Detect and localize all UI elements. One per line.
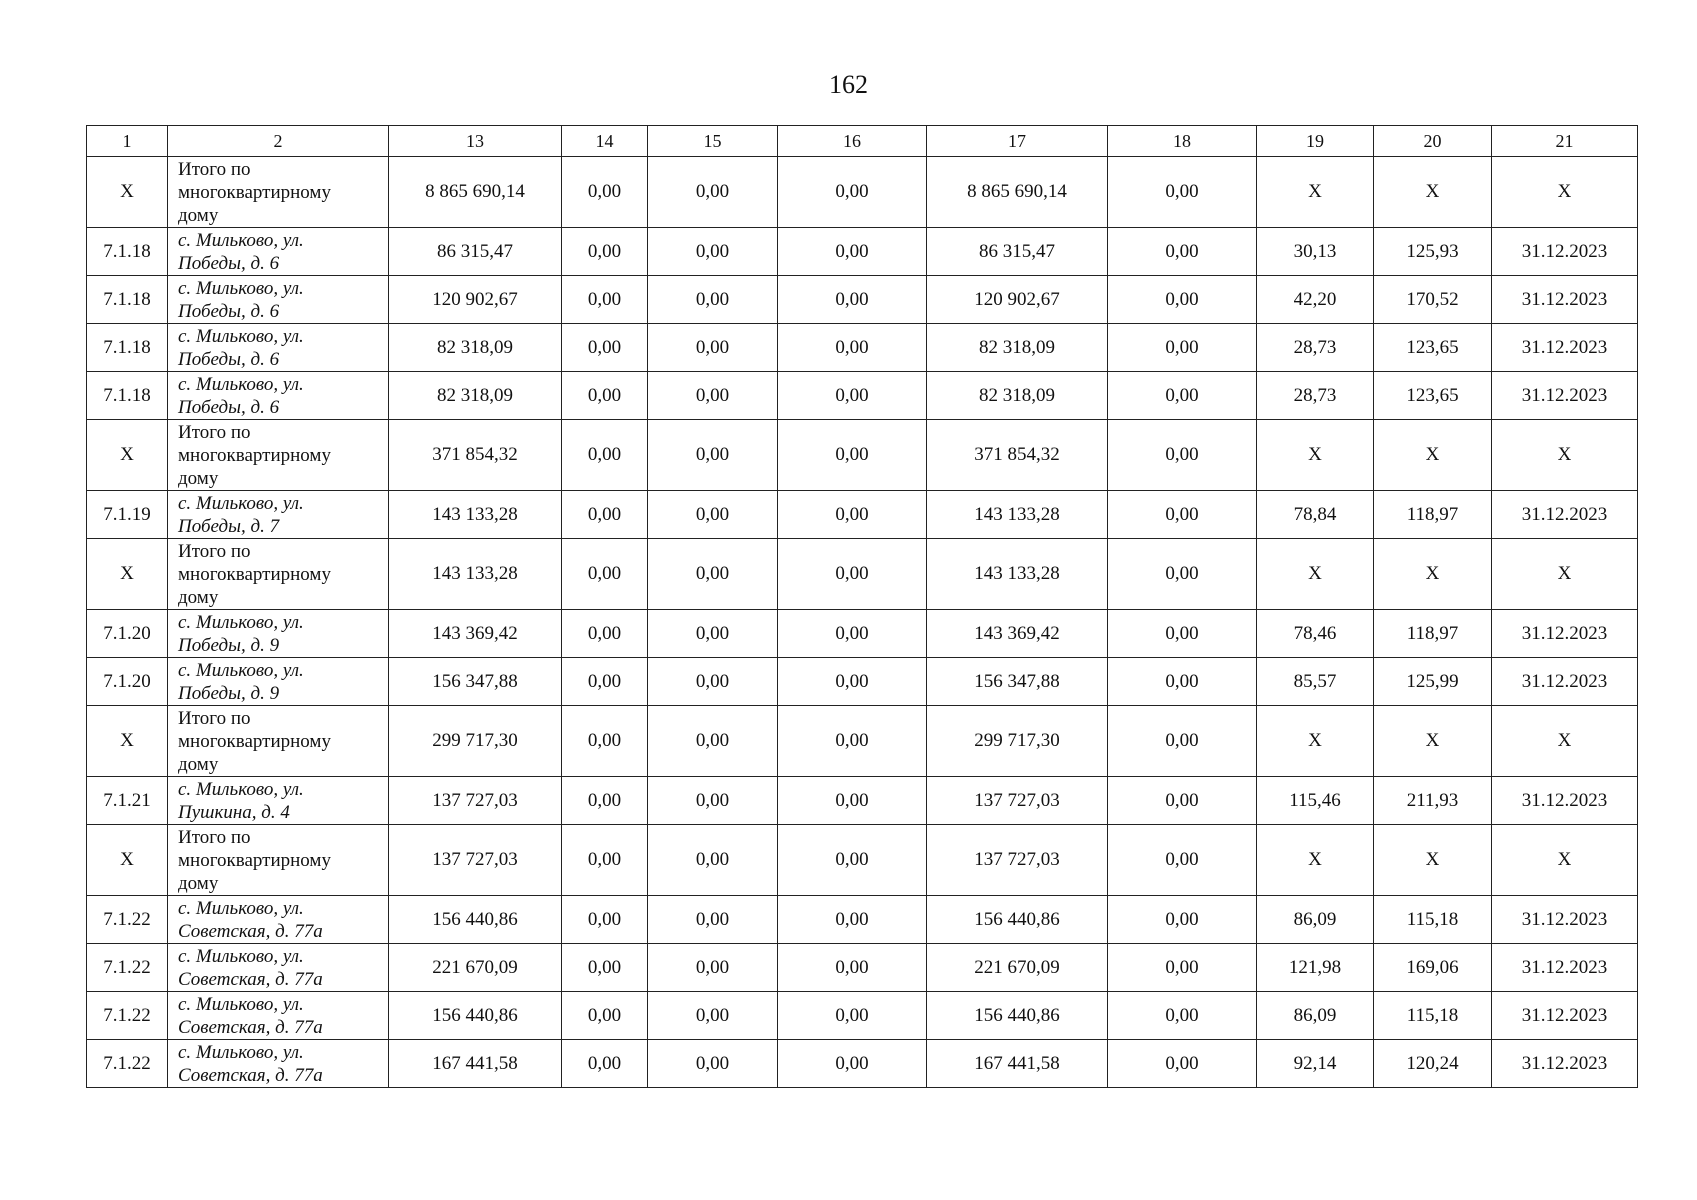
- table-cell: 0,00: [778, 324, 927, 372]
- cell-line: многоквартирному: [178, 563, 331, 585]
- cell-line: с. Мильково, ул.: [178, 993, 304, 1015]
- table-cell: 123,65: [1374, 372, 1492, 420]
- table-cell: 85,57: [1257, 658, 1374, 706]
- cell-line: с. Мильково, ул.: [178, 611, 304, 633]
- table-cell: 156 440,86: [927, 992, 1108, 1040]
- table-cell: 31.12.2023: [1492, 1040, 1638, 1088]
- column-header: 19: [1257, 126, 1374, 157]
- table-cell: X: [1374, 539, 1492, 610]
- table-cell: 0,00: [648, 944, 778, 992]
- table-cell: 120,24: [1374, 1040, 1492, 1088]
- table-cell: 0,00: [562, 491, 648, 539]
- cell-line: многоквартирному: [178, 181, 331, 203]
- cell-line: Итого по: [178, 540, 251, 562]
- table-cell: 82 318,09: [927, 372, 1108, 420]
- table-cell: 0,00: [562, 372, 648, 420]
- table-cell: 0,00: [778, 228, 927, 276]
- table-cell: 156 440,86: [389, 896, 562, 944]
- table-cell: 86 315,47: [389, 228, 562, 276]
- address-cell: [168, 324, 389, 372]
- table-cell: 31.12.2023: [1492, 372, 1638, 420]
- cell-line: с. Мильково, ул.: [178, 897, 304, 919]
- table-cell: 0,00: [562, 324, 648, 372]
- table-cell: 0,00: [778, 276, 927, 324]
- table-cell: 0,00: [648, 491, 778, 539]
- column-header: 16: [778, 126, 927, 157]
- table-cell: 371 854,32: [927, 420, 1108, 491]
- total-label-cell: [168, 539, 389, 610]
- table-cell: 31.12.2023: [1492, 658, 1638, 706]
- table-row: [87, 372, 1638, 420]
- table-cell: 0,00: [1108, 658, 1257, 706]
- cell-line: Победы, д. 9: [178, 634, 280, 656]
- table-cell: 0,00: [1108, 276, 1257, 324]
- table-cell: 78,46: [1257, 610, 1374, 658]
- table-cell: 78,84: [1257, 491, 1374, 539]
- table-cell: 0,00: [648, 276, 778, 324]
- cell-line: с. Мильково, ул.: [178, 492, 304, 514]
- table-cell: 0,00: [648, 228, 778, 276]
- table-cell: X: [1257, 706, 1374, 777]
- address-cell: [168, 777, 389, 825]
- address-cell: [168, 896, 389, 944]
- cell-line: Победы, д. 6: [178, 252, 280, 274]
- cell-line: Советская, д. 77а: [178, 920, 323, 942]
- table-cell: 82 318,09: [389, 372, 562, 420]
- table-cell: X: [1257, 539, 1374, 610]
- table-cell: 0,00: [562, 157, 648, 228]
- address-cell: [168, 276, 389, 324]
- table-cell: 120 902,67: [389, 276, 562, 324]
- table-row: [87, 896, 1638, 944]
- total-label-cell: [168, 420, 389, 491]
- table-cell: 0,00: [778, 706, 927, 777]
- table-cell: 0,00: [778, 825, 927, 896]
- table-cell: 0,00: [648, 658, 778, 706]
- table-cell: 0,00: [778, 420, 927, 491]
- total-row: [87, 420, 1638, 491]
- table-row: [87, 777, 1638, 825]
- table-cell: X: [87, 706, 168, 777]
- table-cell: X: [1374, 825, 1492, 896]
- total-row: [87, 706, 1638, 777]
- cell-line: Советская, д. 77а: [178, 968, 323, 990]
- table-cell: 31.12.2023: [1492, 896, 1638, 944]
- cell-line: Итого по: [178, 826, 251, 848]
- table-cell: 211,93: [1374, 777, 1492, 825]
- column-header: 2: [168, 126, 389, 157]
- table-cell: 0,00: [1108, 896, 1257, 944]
- table-cell: 0,00: [648, 1040, 778, 1088]
- cell-line: многоквартирному: [178, 444, 331, 466]
- table-cell: 0,00: [1108, 1040, 1257, 1088]
- table-cell: X: [1492, 157, 1638, 228]
- total-row: [87, 825, 1638, 896]
- column-header: 17: [927, 126, 1108, 157]
- table-cell: 0,00: [562, 825, 648, 896]
- column-header: 14: [562, 126, 648, 157]
- table-cell: 0,00: [562, 992, 648, 1040]
- table-cell: 0,00: [648, 992, 778, 1040]
- total-label-cell: [168, 825, 389, 896]
- header-row: [87, 126, 1638, 157]
- table-cell: 0,00: [562, 420, 648, 491]
- table-cell: X: [1492, 706, 1638, 777]
- cell-line: с. Мильково, ул.: [178, 277, 304, 299]
- cell-line: Итого по: [178, 707, 251, 729]
- cell-line: с. Мильково, ул.: [178, 373, 304, 395]
- cell-line: Советская, д. 77а: [178, 1064, 323, 1086]
- table-cell: 0,00: [562, 539, 648, 610]
- address-cell: [168, 944, 389, 992]
- address-cell: [168, 1040, 389, 1088]
- table-cell: 7.1.21: [87, 777, 168, 825]
- cell-line: дому: [178, 872, 219, 894]
- table-cell: 86,09: [1257, 992, 1374, 1040]
- table-cell: 143 133,28: [927, 539, 1108, 610]
- table-cell: 221 670,09: [389, 944, 562, 992]
- address-cell: [168, 610, 389, 658]
- table-cell: X: [87, 157, 168, 228]
- cell-line: Итого по: [178, 158, 251, 180]
- table-cell: 120 902,67: [927, 276, 1108, 324]
- address-cell: [168, 491, 389, 539]
- table-cell: 7.1.20: [87, 658, 168, 706]
- address-cell: [168, 372, 389, 420]
- table-cell: 7.1.18: [87, 228, 168, 276]
- table-cell: 0,00: [562, 658, 648, 706]
- table-cell: 8 865 690,14: [927, 157, 1108, 228]
- table-cell: 0,00: [562, 777, 648, 825]
- table-cell: 137 727,03: [927, 777, 1108, 825]
- table-cell: 0,00: [648, 420, 778, 491]
- table-row: [87, 610, 1638, 658]
- address-cell: [168, 658, 389, 706]
- table-cell: 0,00: [562, 276, 648, 324]
- table-cell: 143 369,42: [927, 610, 1108, 658]
- table-cell: X: [87, 825, 168, 896]
- table-cell: 167 441,58: [927, 1040, 1108, 1088]
- table-cell: 137 727,03: [389, 825, 562, 896]
- table-cell: 143 133,28: [389, 491, 562, 539]
- table-cell: X: [1257, 420, 1374, 491]
- table-cell: 0,00: [778, 777, 927, 825]
- table-row: [87, 228, 1638, 276]
- table-cell: 31.12.2023: [1492, 276, 1638, 324]
- table-cell: 156 347,88: [389, 658, 562, 706]
- table-cell: 82 318,09: [389, 324, 562, 372]
- table-cell: 7.1.22: [87, 944, 168, 992]
- table-cell: X: [87, 420, 168, 491]
- table-cell: X: [1257, 157, 1374, 228]
- table-cell: 0,00: [1108, 228, 1257, 276]
- table-cell: 143 133,28: [389, 539, 562, 610]
- table-cell: 31.12.2023: [1492, 228, 1638, 276]
- table-cell: 143 369,42: [389, 610, 562, 658]
- table-cell: 371 854,32: [389, 420, 562, 491]
- cell-line: Победы, д. 9: [178, 682, 280, 704]
- table-cell: 0,00: [1108, 420, 1257, 491]
- table-cell: 0,00: [562, 228, 648, 276]
- table-cell: 299 717,30: [389, 706, 562, 777]
- table-cell: 0,00: [648, 324, 778, 372]
- table-cell: 31.12.2023: [1492, 610, 1638, 658]
- table-cell: 0,00: [778, 539, 927, 610]
- table-cell: 0,00: [648, 825, 778, 896]
- table-cell: 125,93: [1374, 228, 1492, 276]
- table-cell: 0,00: [648, 777, 778, 825]
- table-cell: 0,00: [648, 372, 778, 420]
- table-cell: 31.12.2023: [1492, 491, 1638, 539]
- table-cell: X: [87, 539, 168, 610]
- cell-line: Пушкина, д. 4: [178, 801, 290, 823]
- table-cell: 28,73: [1257, 372, 1374, 420]
- table-cell: 0,00: [1108, 539, 1257, 610]
- table-cell: 0,00: [778, 372, 927, 420]
- cell-line: многоквартирному: [178, 849, 331, 871]
- table-cell: 137 727,03: [927, 825, 1108, 896]
- page-number: 162: [829, 70, 868, 99]
- cell-line: Советская, д. 77а: [178, 1016, 323, 1038]
- table-cell: 0,00: [1108, 706, 1257, 777]
- table-cell: 0,00: [778, 610, 927, 658]
- table-cell: 125,99: [1374, 658, 1492, 706]
- table-cell: 0,00: [1108, 157, 1257, 228]
- table-cell: 0,00: [778, 491, 927, 539]
- table-cell: 0,00: [1108, 491, 1257, 539]
- table-cell: 123,65: [1374, 324, 1492, 372]
- table-cell: 7.1.18: [87, 372, 168, 420]
- cell-line: Победы, д. 6: [178, 300, 280, 322]
- table-cell: 7.1.18: [87, 276, 168, 324]
- table-row: [87, 491, 1638, 539]
- table-cell: 0,00: [1108, 777, 1257, 825]
- table-cell: 0,00: [778, 658, 927, 706]
- table-cell: 31.12.2023: [1492, 324, 1638, 372]
- table-cell: 0,00: [778, 992, 927, 1040]
- table-cell: 0,00: [562, 944, 648, 992]
- table-cell: 0,00: [1108, 610, 1257, 658]
- table-cell: 0,00: [648, 539, 778, 610]
- table-cell: 170,52: [1374, 276, 1492, 324]
- table-cell: 221 670,09: [927, 944, 1108, 992]
- table-cell: 42,20: [1257, 276, 1374, 324]
- table-cell: 7.1.22: [87, 896, 168, 944]
- cell-line: с. Мильково, ул.: [178, 778, 304, 800]
- table-cell: 156 440,86: [389, 992, 562, 1040]
- table-cell: 121,98: [1257, 944, 1374, 992]
- data-table: [86, 125, 1638, 1088]
- table-cell: 8 865 690,14: [389, 157, 562, 228]
- table-cell: 0,00: [648, 706, 778, 777]
- cell-line: Итого по: [178, 421, 251, 443]
- table-cell: 31.12.2023: [1492, 777, 1638, 825]
- cell-line: Победы, д. 6: [178, 396, 280, 418]
- table-cell: X: [1374, 157, 1492, 228]
- table-cell: 299 717,30: [927, 706, 1108, 777]
- table-cell: 0,00: [562, 706, 648, 777]
- table-cell: 31.12.2023: [1492, 992, 1638, 1040]
- table-cell: X: [1492, 420, 1638, 491]
- table-cell: 0,00: [1108, 825, 1257, 896]
- total-label-cell: [168, 157, 389, 228]
- table-cell: 115,46: [1257, 777, 1374, 825]
- table-cell: X: [1257, 825, 1374, 896]
- table-cell: 0,00: [1108, 324, 1257, 372]
- table-cell: 0,00: [778, 157, 927, 228]
- table-cell: 0,00: [562, 1040, 648, 1088]
- table-row: [87, 658, 1638, 706]
- cell-line: Победы, д. 6: [178, 348, 280, 370]
- table-cell: 115,18: [1374, 896, 1492, 944]
- table-cell: 115,18: [1374, 992, 1492, 1040]
- table-cell: 86,09: [1257, 896, 1374, 944]
- table-cell: 167 441,58: [389, 1040, 562, 1088]
- table-cell: 169,06: [1374, 944, 1492, 992]
- total-row: [87, 539, 1638, 610]
- cell-line: с. Мильково, ул.: [178, 659, 304, 681]
- table-cell: 118,97: [1374, 491, 1492, 539]
- table-cell: 0,00: [562, 896, 648, 944]
- table-cell: X: [1374, 420, 1492, 491]
- table-cell: 7.1.22: [87, 992, 168, 1040]
- column-header: 20: [1374, 126, 1492, 157]
- table-row: [87, 944, 1638, 992]
- address-cell: [168, 992, 389, 1040]
- column-header: 15: [648, 126, 778, 157]
- table-cell: 118,97: [1374, 610, 1492, 658]
- table-cell: 0,00: [648, 610, 778, 658]
- table-cell: 0,00: [778, 1040, 927, 1088]
- table-cell: 86 315,47: [927, 228, 1108, 276]
- table-cell: 7.1.22: [87, 1040, 168, 1088]
- column-header: 21: [1492, 126, 1638, 157]
- cell-line: Победы, д. 7: [178, 515, 280, 537]
- table-cell: 0,00: [562, 610, 648, 658]
- cell-line: многоквартирному: [178, 730, 331, 752]
- table-cell: 28,73: [1257, 324, 1374, 372]
- table-row: [87, 992, 1638, 1040]
- table-cell: 143 133,28: [927, 491, 1108, 539]
- table-cell: 0,00: [648, 896, 778, 944]
- cell-line: дому: [178, 204, 219, 226]
- table-cell: 156 440,86: [927, 896, 1108, 944]
- table-row: [87, 276, 1638, 324]
- table-cell: 92,14: [1257, 1040, 1374, 1088]
- table-cell: 82 318,09: [927, 324, 1108, 372]
- table-cell: 0,00: [778, 944, 927, 992]
- table-cell: 0,00: [648, 157, 778, 228]
- cell-line: дому: [178, 467, 219, 489]
- table-cell: 156 347,88: [927, 658, 1108, 706]
- table-cell: X: [1492, 825, 1638, 896]
- cell-line: с. Мильково, ул.: [178, 945, 304, 967]
- table-cell: 30,13: [1257, 228, 1374, 276]
- cell-line: с. Мильково, ул.: [178, 325, 304, 347]
- cell-line: с. Мильково, ул.: [178, 229, 304, 251]
- table-cell: 7.1.19: [87, 491, 168, 539]
- table-body: [87, 157, 1638, 1088]
- table-cell: 0,00: [1108, 944, 1257, 992]
- address-cell: [168, 228, 389, 276]
- cell-line: с. Мильково, ул.: [178, 1041, 304, 1063]
- table-cell: 31.12.2023: [1492, 944, 1638, 992]
- table-cell: X: [1492, 539, 1638, 610]
- table-cell: 7.1.18: [87, 324, 168, 372]
- table-cell: X: [1374, 706, 1492, 777]
- table-row: [87, 324, 1638, 372]
- table-cell: 7.1.20: [87, 610, 168, 658]
- cell-line: дому: [178, 753, 219, 775]
- table-cell: 0,00: [778, 896, 927, 944]
- total-row: [87, 157, 1638, 228]
- cell-line: дому: [178, 586, 219, 608]
- table-cell: 0,00: [1108, 372, 1257, 420]
- total-label-cell: [168, 706, 389, 777]
- table-cell: 137 727,03: [389, 777, 562, 825]
- table-cell: 0,00: [1108, 992, 1257, 1040]
- column-header: 13: [389, 126, 562, 157]
- column-header: 1: [87, 126, 168, 157]
- table-row: [87, 1040, 1638, 1088]
- column-header: 18: [1108, 126, 1257, 157]
